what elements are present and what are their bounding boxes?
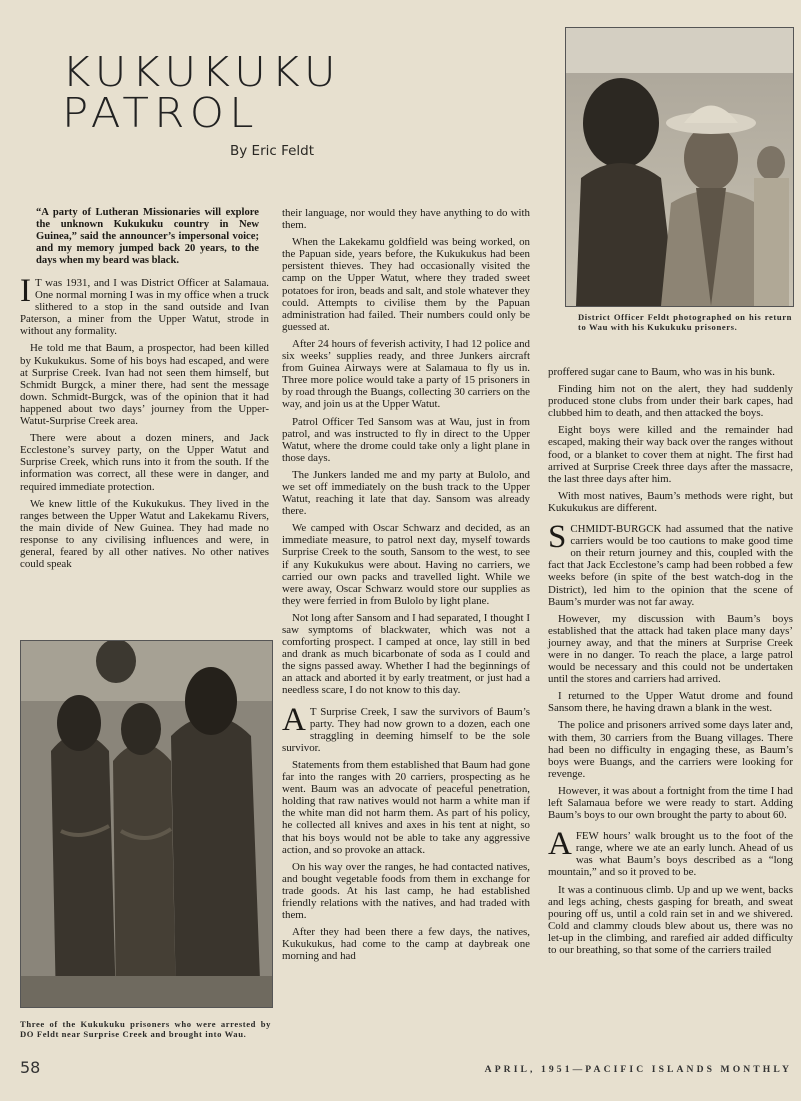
body-paragraph: On his way over the ranges, he had contacted natives, and bought vegetable foods from them in exchange for trade goods. At his last camp, he had established friendly relations with the natives, and had traded with them. (282, 860, 530, 922)
body-paragraph: Eight boys were killed and the remainder had escaped, making their way back over the ranges without food, or a blanket to cover them at night. The first had arrived at Surprise Creek three days after the massacre, the last three days after him. (548, 424, 793, 485)
drop-cap: S (548, 519, 567, 556)
body-paragraph: After 24 hours of feverish activity, I had 12 police and six weeks’ supplies ready, and three Junkers aircraft from Guinea Airways were at Salamaua to fly us in. Three more police would take a party of 15 prisoners in by road through the Buangs, collecting 30 carriers on the way, and join us at the Upper Watut. (282, 337, 530, 411)
byline: By Eric Feldt (230, 143, 315, 159)
body-paragraph: I T was 1931, and I was District Officer at Salamaua. One normal morning I was in my office when a truck slithered to a stop in the sand outside and Ivan Paterson, a miner from the Upper Watut, strode in without any formality. (20, 273, 269, 338)
body-paragraph: SCHMIDT-BURGCK had assumed that the native carriers would be too cautions to make good time on their return journey and this, coupled with the fact that Jack Ecclestone’s camp had been robbed a few weeks before (in spite of the best watch-dog in the District), led him to the opinion that the scene of Baum’s murder was not far away. (548, 519, 793, 608)
running-footer: APRIL, 1951—PACIFIC ISLANDS MONTHLY (484, 1064, 792, 1075)
body-paragraph: However, it was about a fortnight from the time I had left Salamaua before we were ready to start. Adding Baum’s boys to our own brought the party to about 60. (548, 784, 793, 822)
body-paragraph: proffered sugar cane to Baum, who was in his bunk. (548, 366, 775, 378)
drop-cap: I (20, 273, 31, 309)
body-paragraph: Statements from them established that Baum had gone far into the ranges with 20 carriers, prospecting as he went. Baum was an advocate of peaceful penetration, holding that raw natives would not harm a white man if the white man did not harm them. As part of his policy, he collected all knives and axes in his tent at night, so that his boys would not be able to take any aggressive action, and so provoke an attack. (282, 758, 530, 856)
body-paragraph: However, my discussion with Baum’s boys established that the attack had taken place many days’ journey away, and that the miners at Surprise Creek were in no danger. To reach the place, a large patrol would be necessary and this could not be undertaken until the stores and carriers had arrived. (548, 612, 793, 686)
text-column-2 (282, 207, 530, 967)
body-paragraph: After they had been there a few days, the natives, Kukukukus, had come to the camp at daybreak one morning and had (282, 926, 530, 963)
bottom-photo-caption: Three of the Kukukuku prisoners who were arrested by DO Feldt near Surprise Creek and brought into Wau. (20, 1019, 271, 1039)
body-paragraph: The Junkers landed me and my party at Bulolo, and we set off immediately on the bush track to the Upper Watut, reaching it late that day. Sansom was already there. (282, 468, 530, 518)
body-paragraph: AFEW hours’ walk brought us to the foot of the range, where we ate an early lunch. Ahead of us was what Baum’s boys described as a “long mountain,” and so it proved to be. (548, 826, 793, 879)
drop-cap: A (282, 701, 306, 738)
body-paragraph: Finding him not on the alert, they had suddenly produced stone clubs from under their bark capes, had clubbed him to death, and then attacked the boys. (548, 383, 793, 420)
drop-cap: A (548, 826, 572, 863)
top-photo-caption: District Officer Feldt photographed on his return to Wau with his Kukukuku prisoners. (578, 312, 792, 332)
text-column-1 (20, 207, 269, 575)
body-paragraph: With most natives, Baum’s methods were right, but Kukukukus are different. (548, 489, 793, 514)
body-paragraph: Patrol Officer Ted Sansom was at Wau, just in from patrol, and was instructed to fly in direct to the Upper Watut, where the drome could take only a light plane in those days. (282, 415, 530, 464)
body-paragraph: It was a continuous climb. Up and up we went, backs and legs aching, chests gasping for breath, and sweat pouring off us, until a cold rain set in and we shivered. Cold and clammy clouds blew about us, there was no let-up in the climbing, and rarefied air added difficulty to our breathing, so that some of the carriers trailed (548, 883, 793, 957)
body-paragraph: their language, nor would they have anything to do with them. (282, 207, 530, 232)
body-paragraph: Not long after Sansom and I had separated, I thought I saw symptoms of blackwater, which was not a comforting prospect. I camped at once, lay still in bed and drank as much bicarbonate of soda as I could and the signs passed away. Whether I had the beginnings of an attack and aborted it by early treatment, or just had a needless scare, I do not know to this day. (282, 611, 530, 697)
body-paragraph: The police and prisoners arrived some days later and, with them, 30 carriers from the Buang villages. There had been no difficulty in engaging these, as Baum’s boys were Buangs, and the carriers were looking for revenge. (548, 719, 793, 780)
page-number: 58 (20, 1058, 41, 1077)
body-paragraph: He told me that Baum, a prospector, had been killed by Kukukukus. Some of his boys had escaped, and were at Surprise Creek. Ivan had not seen them himself, but Schmidt Burgck, a miner there, had sent the message down. Schmidt-Burgck, was of the opinion that it had happened about two days’ journey from the Upper-Watut-Surprise Creek area. (20, 342, 269, 428)
article-title: KUKUKUKU PATROL (62, 48, 341, 137)
text-column-3 (548, 366, 793, 961)
prisoners-photograph (20, 640, 273, 1008)
lead-paragraph: “A party of Lutheran Missionaries will explore the unknown Kukukuku country in New Guinea,” said the announcer’s impersonal voice; and my memory jumped back 20 years, to the days when my beard was black. (36, 207, 259, 266)
body-paragraph: A T Surprise Creek, I saw the survivors of Baum’s party. They had now grown to a dozen, each one straggling in deeming himself to be the sole survivor. (282, 701, 530, 754)
body-paragraph: There were about a dozen miners, and Jack Ecclestone’s survey party, on the Upper Watut and Surprise Creek, which runs into it from the south. If the information was correct, all these were in danger, and required immediate protection. (20, 432, 269, 493)
body-paragraph: I returned to the Upper Watut drome and found Sansom there, he having drawn a blank in the west. (548, 690, 793, 715)
body-paragraph: We knew little of the Kukukukus. They lived in the ranges between the Upper Watut and Lakekamu Rivers, the main divide of New Guinea. They had made no response to any civilising influences and were, in general, feared by all other natives. No other natives could speak (20, 497, 269, 571)
body-paragraph: When the Lakekamu goldfield was being worked, on the Papuan side, years before, the Kukukukus had been persistent thieves. They had occasionally visited the camp on the Upper Watut, where they traded sweet potatoes for iron, beads and salt, and stole whatever they could. Attempts to civilise them by the Papuan administration had failed. Their numbers could only be guessed at. (282, 236, 530, 333)
feldt-photograph (565, 27, 794, 307)
body-paragraph: We camped with Oscar Schwarz and decided, as an immediate measure, to patrol next day, myself towards Surprise Creek to the south, Sansom to the west, to see if any Kukukukus were about. Having no carriers, we carried our own packs and travelled light. While we were away, Oscar Schwarz would store our supplies as they were ferried in from Bulolo by light plane. (282, 522, 530, 607)
